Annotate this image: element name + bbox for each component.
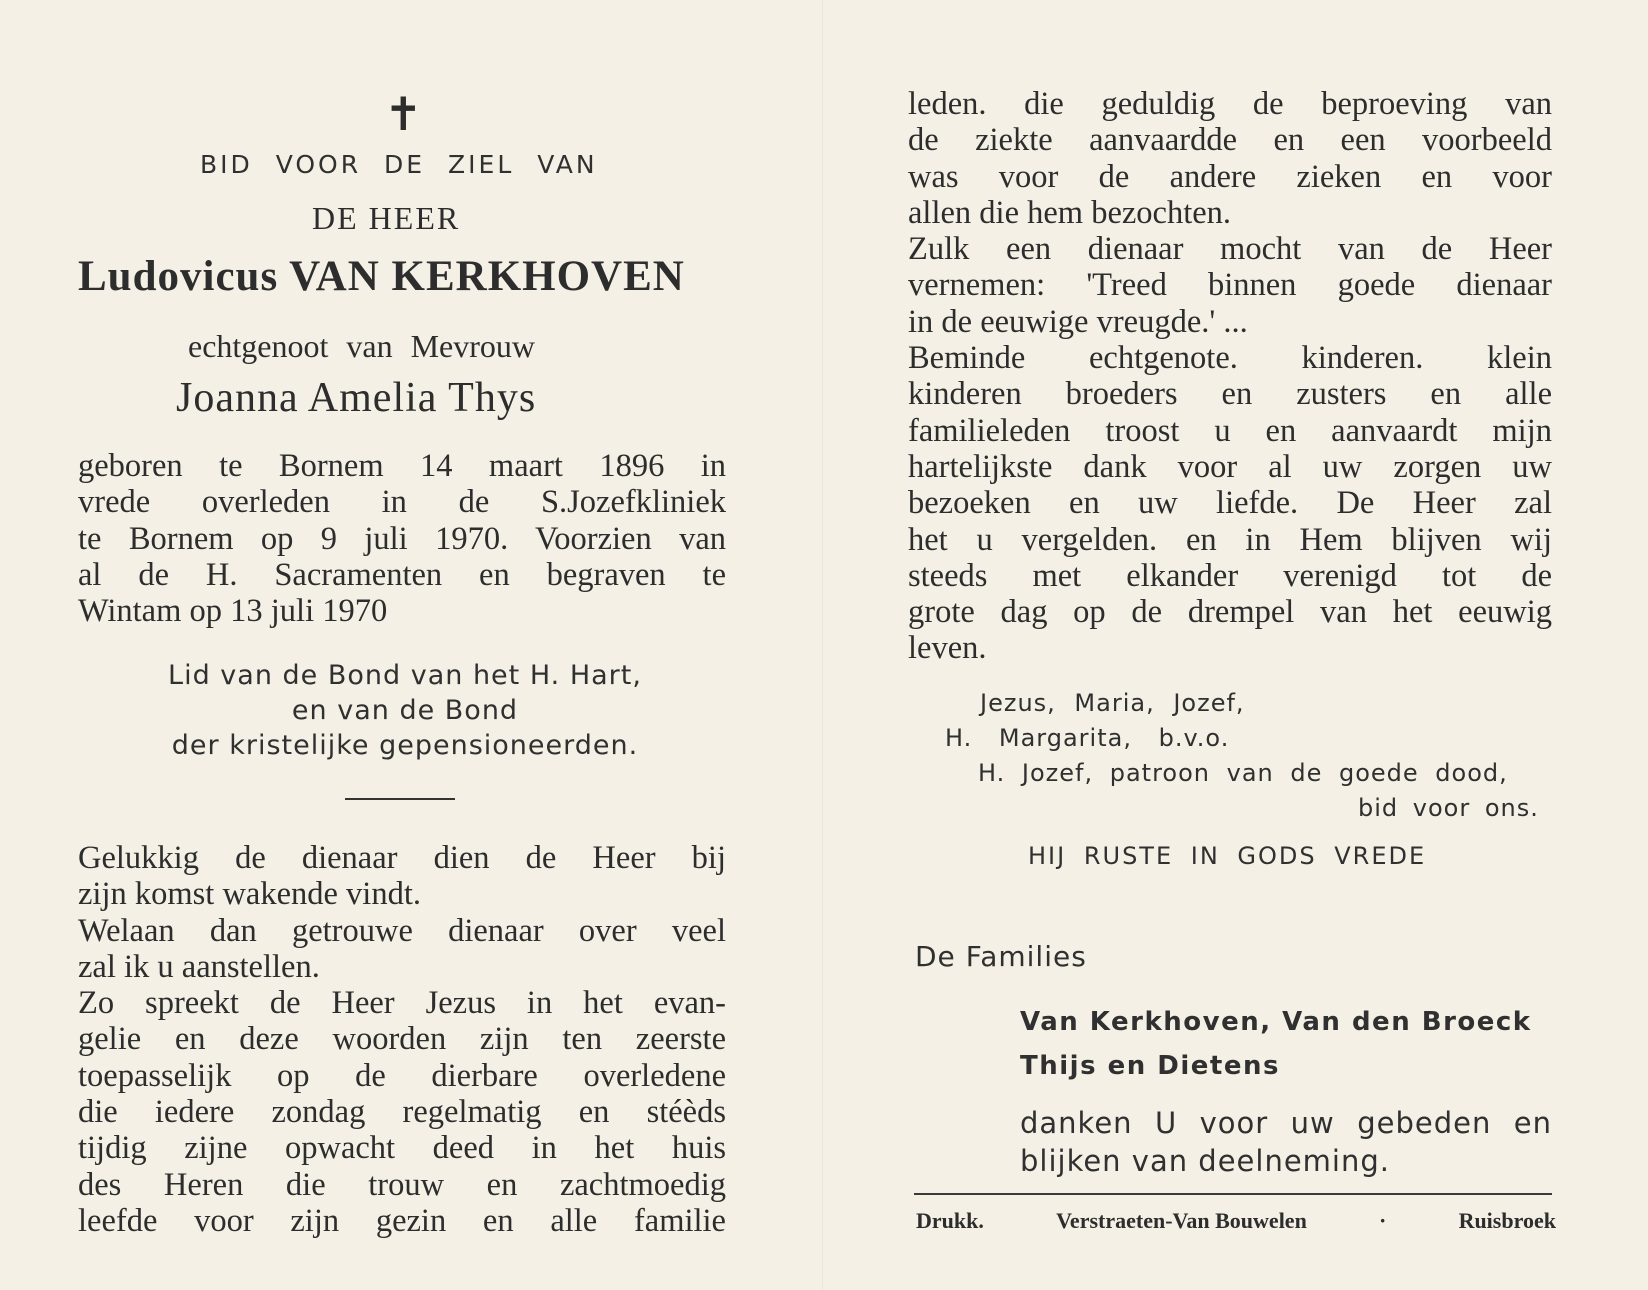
footer-divider xyxy=(914,1193,1552,1195)
verse-line: het u vergelden. en in Hem blijven wij xyxy=(908,521,1552,558)
verse-line: die iedere zondag regelmatig en stéèds xyxy=(78,1094,726,1131)
deceased-name: Ludovicus VAN KERKHOVEN xyxy=(78,253,685,300)
divider xyxy=(345,798,455,800)
verse-line: de ziekte aanvaardde en een voorbeeld xyxy=(908,122,1552,159)
biography-line: Wintam op 13 juli 1970 xyxy=(78,593,388,630)
thanks xyxy=(1020,1104,1552,1180)
biography-line: vrede overleden in de S.Jozefkliniek xyxy=(78,484,726,521)
biography-line: geboren te Bornem 14 maart 1896 in xyxy=(78,448,726,484)
verse xyxy=(78,840,726,1239)
verse-line: vernemen: 'Treed binnen goede dienaar xyxy=(908,267,1552,304)
pray-heading: BID VOOR DE ZIEL VAN xyxy=(200,150,598,179)
verse-line: steeds met elkander verenigd tot de xyxy=(908,557,1552,594)
verse-line: leven. xyxy=(908,630,987,667)
biography-line: al de H. Sacramenten en begraven te xyxy=(78,556,726,593)
verse-line: leden. die geduldig de beproeving van xyxy=(908,86,1552,122)
litany-line: Jezus, Maria, Jozef, xyxy=(980,689,1245,717)
family-name-line: Van Kerkhoven, Van den Broeck xyxy=(1020,1007,1532,1037)
verse-line: zal ik u aanstellen. xyxy=(78,948,320,985)
verse-line: Welaan dan getrouwe dienaar over veel xyxy=(78,912,726,949)
printer-name: Verstraeten-Van Bouwelen xyxy=(1056,1208,1307,1233)
printer-label: Drukk. xyxy=(916,1208,984,1233)
verse-line: grote dag op de drempel van het eeuwig xyxy=(908,594,1552,631)
verse-line: leefde voor zijn gezin en alle familie xyxy=(78,1202,726,1239)
printer-credit xyxy=(916,1208,1556,1234)
membership xyxy=(100,658,710,763)
verse-line: Zulk een dienaar mocht van de Heer xyxy=(908,231,1552,268)
printer-separator: · xyxy=(1379,1208,1387,1233)
spouse-intro: echtgenoot van Mevrouw xyxy=(188,328,536,364)
verse-line: hartelijkste dank voor al uw zorgen uw xyxy=(908,448,1552,485)
verse-line: allen die hem bezochten. xyxy=(908,194,1232,231)
thanks-line: blijken van deelneming. xyxy=(1020,1144,1390,1178)
rest-line: HIJ RUSTE IN GODS VREDE xyxy=(1028,842,1427,870)
verse-line: Zo spreekt de Heer Jezus in het evan- xyxy=(78,985,726,1022)
verse-line: des Heren die trouw en zachtmoedig xyxy=(78,1166,726,1203)
verse-line: in de eeuwige vreugde.' ... xyxy=(908,303,1248,340)
biography-line: te Bornem op 9 juli 1970. Voorzien van xyxy=(78,520,726,557)
spouse-name: Joanna Amelia Thys xyxy=(176,375,537,421)
verse-line: was voor de andere zieken en voor xyxy=(908,158,1552,195)
verse-line: gelie en deze woorden zijn ten zeerste xyxy=(78,1021,726,1058)
verse-line: kinderen broeders en zusters en alle xyxy=(908,376,1552,413)
card-fold xyxy=(822,0,824,1290)
printer-city: Ruisbroek xyxy=(1458,1208,1556,1233)
verse-line: Beminde echtgenote. kinderen. klein xyxy=(908,340,1552,377)
verse-line: bezoeken en uw liefde. De Heer zal xyxy=(908,485,1552,522)
verse-continued xyxy=(908,86,1552,667)
family-names xyxy=(1020,1000,1532,1088)
litany-line: H. Margarita, b.v.o. xyxy=(945,724,1230,752)
cross-icon: ✝ xyxy=(384,89,423,140)
verse-line: familieleden troost u en aanvaardt mijn xyxy=(908,412,1552,449)
litany-line: H. Jozef, patroon van de goede dood, xyxy=(978,759,1508,787)
verse-line: toepasselijk op de dierbare overledene xyxy=(78,1057,726,1094)
verse-line: tijdig zijne opwacht deed in het huis xyxy=(78,1130,726,1167)
families-intro: De Families xyxy=(915,940,1087,973)
membership-line: der kristelijke gepensioneerden. xyxy=(171,730,639,761)
biography xyxy=(78,448,726,629)
title-prefix: DE HEER xyxy=(312,200,461,236)
verse-line: zijn komst wakende vindt. xyxy=(78,876,421,913)
litany-line: bid voor ons. xyxy=(1358,794,1539,822)
family-name-line: Thijs en Dietens xyxy=(1020,1051,1280,1081)
membership-line: Lid van de Bond van het H. Hart, xyxy=(168,660,642,691)
verse-line: Gelukkig de dienaar dien de Heer bij xyxy=(78,840,726,876)
membership-line: en van de Bond xyxy=(291,695,519,726)
thanks-line: danken U voor uw gebeden en xyxy=(1020,1106,1552,1140)
